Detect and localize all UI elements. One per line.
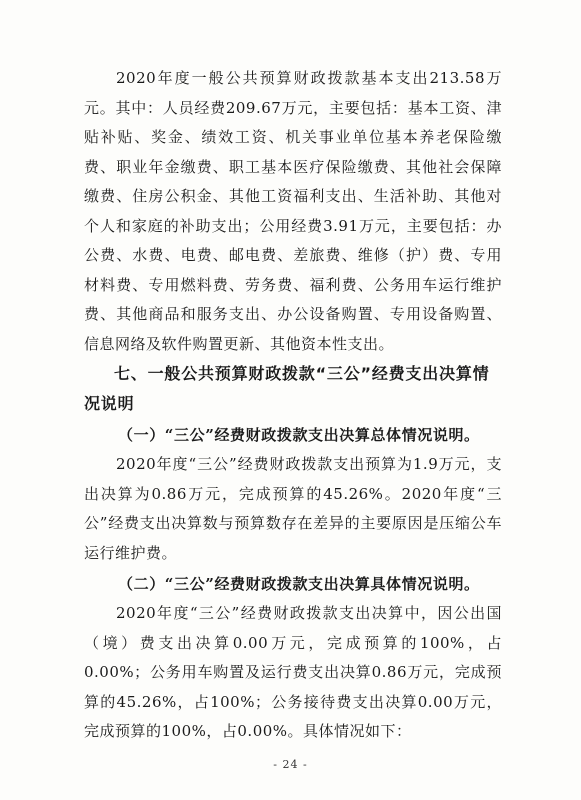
specific-expenditure-paragraph: 2020年度“三公”经费财政拨款支出决算中，因公出国（境）费支出决算0.00万元，完成预算的100%，占0.00%；公务用车购置及运行费支出决算0.86万元，完成预算的45.26%，占100%；公务接待费支出决算0.00万元，完成预算的100%，占0.00%。具体情况如下： (84, 604, 502, 740)
basic-expenditure-paragraph: 2020年度一般公共预算财政拨款基本支出213.58万元。其中：人员经费209.67万元，主要包括：基本工资、津贴补贴、奖金、绩效工资、机关事业单位基本养老保险缴费、职业年金缴费、职工基本医疗保险缴费、其他社会保障缴费、住房公积金、其他工资福利支出、生活补助、其他对个人和家庭的补助支出；公用经费3.91万元，主要包括：办公费、水费、电费、邮电费、差旅费、维修（护）费、专用材料费、专用燃料费、劳务费、福利费、公务用车运行维护费、其他商品和服务支出、办公设备购置、专用设备购置、信息网络及软件购置更新、其他资本性支出。 (84, 69, 502, 353)
subsection-heading-specific: （二）“三公”经费财政拨款支出决算具体情况说明。 (118, 575, 480, 593)
document-body (84, 64, 502, 747)
subsection-heading-overall: （一）“三公”经费财政拨款支出决算总体情况说明。 (118, 426, 480, 444)
overall-expenditure-paragraph: 2020年度“三公”经费财政拨款支出预算为1.9万元，支出决算为0.86万元，完成预算的45.26%。2020年度“三公”经费支出决算数与预算数存在差异的主要原因是压缩公车运行维护费。 (84, 455, 502, 562)
section-heading-three-public-expenses: 七、一般公共预算财政拨款“三公”经费支出决算情况说明 (84, 364, 490, 413)
page-number: - 24 - (273, 758, 308, 771)
